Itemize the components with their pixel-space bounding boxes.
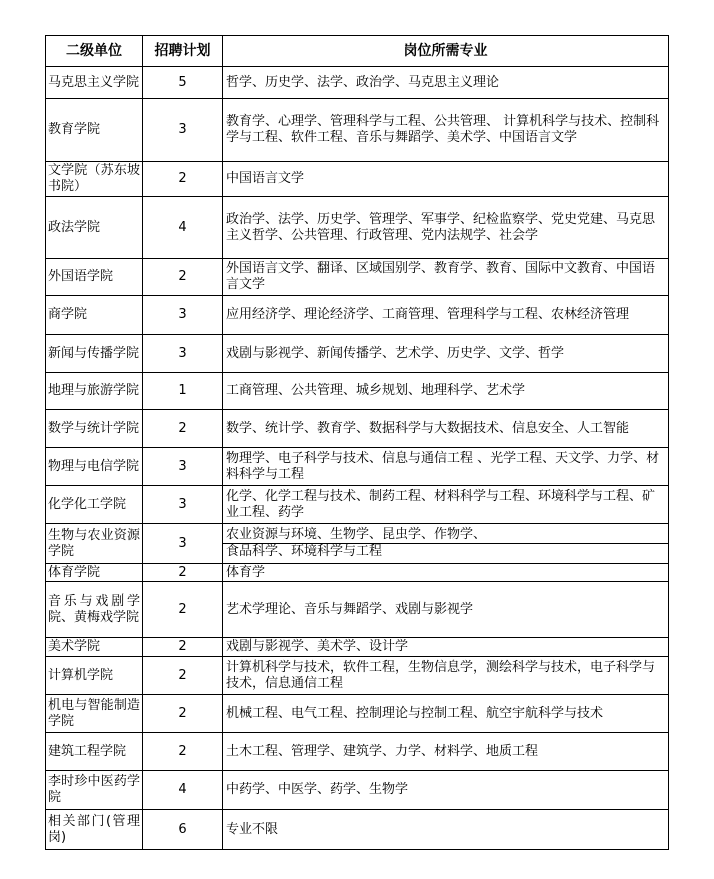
plan-cell: 2 bbox=[143, 162, 223, 197]
table-row bbox=[46, 99, 669, 162]
unit-cell: 李时珍中医药学院 bbox=[46, 771, 143, 810]
unit-cell: 新闻与传播学院 bbox=[46, 335, 143, 373]
unit-cell: 数学与统计学院 bbox=[46, 410, 143, 448]
majors-cell: 艺术学理论、音乐与舞蹈学、戏剧与影视学 bbox=[223, 582, 669, 638]
plan-cell: 3 bbox=[143, 524, 223, 564]
plan-cell: 2 bbox=[143, 733, 223, 771]
unit-cell: 教育学院 bbox=[46, 99, 143, 162]
recruitment-table bbox=[45, 35, 669, 850]
header-row bbox=[46, 36, 669, 67]
table-row bbox=[46, 410, 669, 448]
majors-cell: 应用经济学、理论经济学、工商管理、管理科学与工程、农林经济管理 bbox=[223, 296, 669, 335]
plan-cell: 2 bbox=[143, 695, 223, 733]
unit-cell: 机电与智能制造学院 bbox=[46, 695, 143, 733]
table-row bbox=[46, 486, 669, 524]
table-row bbox=[46, 657, 669, 695]
majors-cell: 中国语言文学 bbox=[223, 162, 669, 197]
unit-cell: 政法学院 bbox=[46, 197, 143, 259]
unit-cell: 计算机学院 bbox=[46, 657, 143, 695]
table-row bbox=[46, 638, 669, 657]
plan-cell: 3 bbox=[143, 486, 223, 524]
majors-line-2: 食品科学、环境科学与工程 bbox=[223, 543, 669, 560]
plan-cell: 3 bbox=[143, 448, 223, 486]
majors-cell: 戏剧与影视学、新闻传播学、艺术学、历史学、文学、哲学 bbox=[223, 335, 669, 373]
majors-cell: 计算机科学与技术，软件工程，生物信息学，测绘科学与技术，电子科学与技术，信息通信工程 bbox=[223, 657, 669, 695]
majors-cell: 外国语言文学、翻译、区域国别学、教育学、教育、国际中文教育、中国语言文学 bbox=[223, 259, 669, 296]
majors-cell: 政治学、法学、历史学、管理学、军事学、纪检监察学、党史党建、马克思主义哲学、公共管理、行政管理、党内法规学、社会学 bbox=[223, 197, 669, 259]
plan-cell: 4 bbox=[143, 771, 223, 810]
header-unit: 二级单位 bbox=[46, 36, 143, 67]
majors-cell: 土木工程、管理学、建筑学、力学、材料学、地质工程 bbox=[223, 733, 669, 771]
majors-cell: 中药学、中医学、药学、生物学 bbox=[223, 771, 669, 810]
plan-cell: 6 bbox=[143, 810, 223, 850]
unit-cell: 外国语学院 bbox=[46, 259, 143, 296]
plan-cell: 2 bbox=[143, 564, 223, 582]
majors-cell: 体育学 bbox=[223, 564, 669, 582]
table-row bbox=[46, 197, 669, 259]
unit-cell: 美术学院 bbox=[46, 638, 143, 657]
majors-cell: 哲学、历史学、法学、政治学、马克思主义理论 bbox=[223, 67, 669, 99]
majors-cell: 物理学、电子科学与技术、信息与通信工程 、光学工程、天文学、力学、材料科学与工程 bbox=[223, 448, 669, 486]
plan-cell: 2 bbox=[143, 638, 223, 657]
table-row bbox=[46, 448, 669, 486]
table-row bbox=[46, 524, 669, 564]
plan-cell: 3 bbox=[143, 335, 223, 373]
unit-cell: 物理与电信学院 bbox=[46, 448, 143, 486]
table-row bbox=[46, 296, 669, 335]
header-plan: 招聘计划 bbox=[143, 36, 223, 67]
plan-cell: 2 bbox=[143, 410, 223, 448]
plan-cell: 2 bbox=[143, 582, 223, 638]
header-majors: 岗位所需专业 bbox=[223, 36, 669, 67]
plan-cell: 3 bbox=[143, 296, 223, 335]
unit-cell: 建筑工程学院 bbox=[46, 733, 143, 771]
table-row bbox=[46, 564, 669, 582]
table-row bbox=[46, 259, 669, 296]
table-row bbox=[46, 162, 669, 197]
unit-cell: 商学院 bbox=[46, 296, 143, 335]
table-row bbox=[46, 67, 669, 99]
majors-cell bbox=[223, 524, 669, 564]
unit-cell: 地理与旅游学院 bbox=[46, 373, 143, 410]
unit-cell: 马克思主义学院 bbox=[46, 67, 143, 99]
majors-cell: 机械工程、电气工程、控制理论与控制工程、航空宇航科学与技术 bbox=[223, 695, 669, 733]
plan-cell: 5 bbox=[143, 67, 223, 99]
table-row bbox=[46, 695, 669, 733]
plan-cell: 1 bbox=[143, 373, 223, 410]
majors-cell: 数学、统计学、教育学、数据科学与大数据技术、信息安全、人工智能 bbox=[223, 410, 669, 448]
table-row bbox=[46, 810, 669, 850]
plan-cell: 4 bbox=[143, 197, 223, 259]
unit-cell: 音乐与戏剧学院、黄梅戏学院 bbox=[46, 582, 143, 638]
plan-cell: 3 bbox=[143, 99, 223, 162]
unit-cell: 文学院（苏东坡书院） bbox=[46, 162, 143, 197]
unit-cell: 体育学院 bbox=[46, 564, 143, 582]
plan-cell: 2 bbox=[143, 657, 223, 695]
table-row bbox=[46, 373, 669, 410]
table-row bbox=[46, 733, 669, 771]
majors-cell: 工商管理、公共管理、城乡规划、地理科学、艺术学 bbox=[223, 373, 669, 410]
majors-line-1: 农业资源与环境、生物学、昆虫学、作物学、 bbox=[226, 527, 487, 542]
unit-cell: 生物与农业资源学院 bbox=[46, 524, 143, 564]
plan-cell: 2 bbox=[143, 259, 223, 296]
majors-cell: 化学、化学工程与技术、制药工程、材料科学与工程、环境科学与工程、矿业工程、药学 bbox=[223, 486, 669, 524]
table-row bbox=[46, 582, 669, 638]
table-row bbox=[46, 771, 669, 810]
majors-cell: 戏剧与影视学、美术学、设计学 bbox=[223, 638, 669, 657]
majors-cell: 教育学、心理学、管理科学与工程、公共管理、 计算机科学与技术、控制科学与工程、软件工程、音乐与舞蹈学、美术学、中国语言文学 bbox=[223, 99, 669, 162]
table-row bbox=[46, 335, 669, 373]
unit-cell: 化学化工学院 bbox=[46, 486, 143, 524]
majors-cell: 专业不限 bbox=[223, 810, 669, 850]
unit-cell: 相关部门(管理岗) bbox=[46, 810, 143, 850]
